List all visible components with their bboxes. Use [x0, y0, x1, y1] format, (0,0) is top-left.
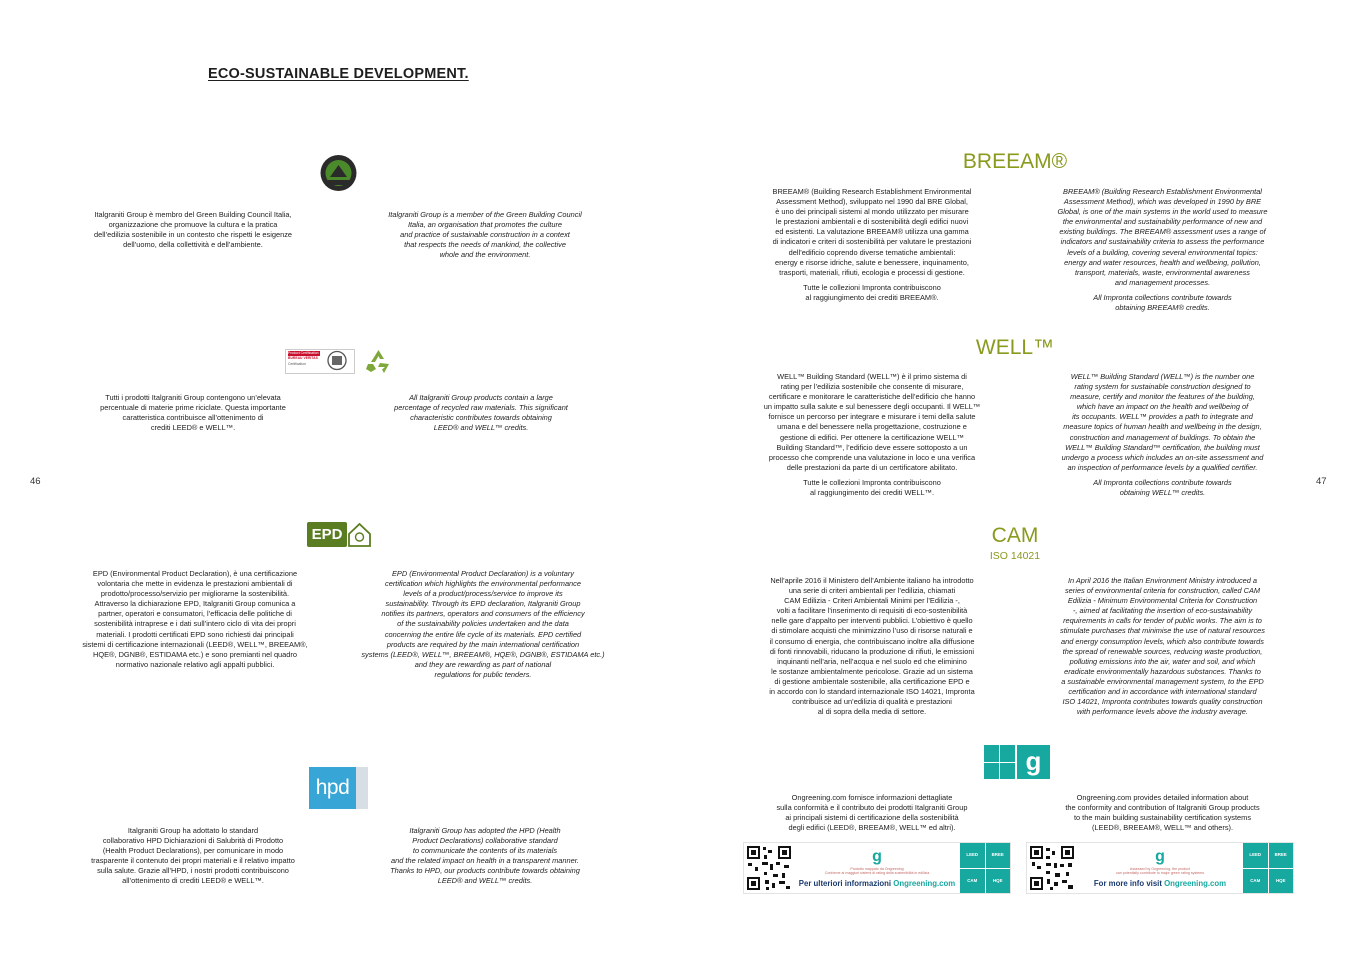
- tile-leed: LEED: [1243, 843, 1268, 868]
- text-line: WELL™ Building Standard (WELL™) è il primo sistema di: [777, 372, 967, 381]
- text-line: levels of a product/process/service to improve its: [403, 589, 563, 599]
- text-line: Edilizia - Minimum Environmental Criteria for Construction: [1067, 596, 1258, 606]
- text-line: and energy consumption levels, which also contribute towards: [1061, 636, 1264, 646]
- text-line: energy and water resources, health and wellbeing, pollution,: [1064, 257, 1261, 267]
- text-line: partner, operatori e consumatori, l’efficacia delle politiche di: [98, 609, 292, 619]
- text-line: umana e del benessere nella progettazione, costruzione e: [777, 422, 967, 432]
- text-line: CAM Edilizia - Criteri Ambientali Minimi per l’Edilizia -,: [784, 596, 960, 606]
- text-line: LEED® and WELL™ credits.: [433, 423, 529, 433]
- text-line: which have an impact on the health and wellbeing of: [1076, 402, 1249, 412]
- tile-breeam: BREE: [1269, 843, 1294, 868]
- banner-cta-link[interactable]: Ongreening.com: [1164, 878, 1227, 888]
- text-line: In April 2016 the Italian Environment Ministry introduced a: [1067, 576, 1258, 585]
- text-line: the environmental and sustainability performance of new and: [1062, 217, 1263, 227]
- gbc-text-en: [360, 210, 610, 260]
- banner-content: [794, 843, 960, 893]
- text-line: dell’edificio coprendo diverse tematiche ambientali:: [788, 247, 956, 257]
- text-line: characteristic contributes towards obtaining: [410, 413, 552, 423]
- banner-small-text: Conforme ai maggiori sistemi di rating della sostenibilità in edilizia: [824, 871, 930, 875]
- text-line: obtaining BREEAM® credits.: [1115, 303, 1210, 313]
- text-line: di fonti rinnovabili, riducano la produzione di rifiuti, le emissioni: [769, 646, 975, 656]
- text-line: measure topics of human health and wellbeing in the design,: [1063, 422, 1262, 432]
- text-line: rating system for sustainable construction designed to: [1074, 382, 1251, 392]
- logo-text: Product Certification: [288, 351, 319, 355]
- tile-hqe: HQE: [1269, 869, 1294, 894]
- text-line: al raggiungimento dei crediti BREEAM®.: [805, 292, 939, 302]
- text-line: WELL™ Building Standard™ certification, the building must: [1065, 442, 1260, 452]
- text-line: Global, is one of the main systems in the world used to measure: [1057, 207, 1268, 217]
- breeam-heading: BREEAM®: [962, 150, 1068, 173]
- text-line: the conformity and contribution of Italgraniti Group products: [1065, 803, 1260, 813]
- text-line: regulations for public tenders.: [434, 669, 532, 679]
- text-line: normativo nazionale relativo agli appalti pubblici.: [115, 659, 275, 669]
- text-line: Assessment Method), sviluppato nel 1990 dal BRE Global,: [776, 197, 968, 207]
- text-line: fornisce un percorso per integrare e misurare i temi della salute: [768, 412, 976, 422]
- banner-small-text: can potentially contribute to major green rating systems: [1115, 871, 1205, 875]
- text-line: concerning the entire life cycle of its materials. EPD certified: [384, 629, 582, 639]
- text-line: un impatto sulla salute e sul benessere degli occupanti. Il WELL™: [763, 402, 981, 412]
- text-line: obtaining WELL™ credits.: [1119, 488, 1206, 498]
- text-line: Tutte le collezioni Impronta contribuiscono: [803, 282, 941, 292]
- text-line: dell’edilizia sostenibile in un contesto che rispetti le esigenze: [93, 230, 293, 240]
- text-line: materiali. I prodotti certificati EPD sono richiesti dai principali: [96, 629, 294, 639]
- text-line: ed esistenti. La valutazione BREEAM® utilizza una gamma: [775, 227, 969, 237]
- banner-cta-link[interactable]: Ongreening.com: [893, 878, 956, 888]
- text-line: indicators and sustainability criteria to assess the performance: [1060, 237, 1265, 247]
- ongreening-banner-it: [743, 842, 1011, 894]
- text-line: All Italgraniti Group products contain a large: [409, 393, 553, 402]
- epd-house-icon: [346, 521, 373, 548]
- hpd-logo-bar: [356, 767, 368, 809]
- ongreening-text-en: [1030, 793, 1295, 833]
- text-line: di indicatori e criteri di sostenibilità per valutare le prestazioni: [772, 237, 972, 247]
- text-line: rating per l’edilizia sostenibile che consente di misurare,: [780, 382, 964, 392]
- text-line: Building Standard™, l’edificio deve essere sottoposto a un: [776, 442, 968, 452]
- tile-breeam: BREE: [986, 843, 1011, 868]
- text-line: volti a facilitare l’inserimento di requisiti di eco-sostenibilità: [776, 606, 968, 616]
- text-line: whole and the environment.: [439, 250, 531, 260]
- text-line: systems (LEED®, WELL™, BREEAM®, HQE®, DGNB®, ESTIDAMA etc.): [361, 649, 605, 659]
- recycled-text-en: [356, 393, 606, 433]
- text-line: -, aimed at facilitating the insertion of eco-sustainability: [1072, 606, 1253, 616]
- text-line: il consumo di energia, che contribuiscano inoltre alla diffusione: [769, 636, 975, 646]
- ongreening-banner-en: [1026, 842, 1294, 894]
- text-line: degli edifici (LEED®, BREEAM®, WELL™ ed altri).: [788, 823, 956, 833]
- logo-text: BUREAU VERITAS: [288, 356, 318, 361]
- text-line: sulla conformità e il contributo dei prodotti Italgraniti Group: [776, 803, 968, 813]
- text-line: eradicate environmentally hazardous substances. Thanks to: [1064, 666, 1261, 676]
- text-line: Product Declarations) collaborative standard: [412, 836, 558, 846]
- text-line: notifies its partners, operators and consumers of the efficiency: [381, 609, 585, 619]
- text-line: transport, materials, waste, environmental awareness: [1075, 267, 1250, 277]
- text-line: dell’uomo, della collettività e dell’ambiente.: [123, 240, 263, 250]
- text-line: Ongreening.com fornisce informazioni dettagliate: [791, 793, 953, 802]
- text-line: Tutte le collezioni Impronta contribuiscono: [803, 477, 941, 487]
- epd-text-en: [348, 569, 618, 680]
- text-line: and management processes.: [1114, 277, 1211, 287]
- text-line: Tutti i prodotti Italgraniti Group contengono un’elevata: [105, 393, 281, 402]
- text-line: caratteristica contribuisce all’ottenimento di: [122, 413, 264, 423]
- text-line: certificare e monitorare le caratteristiche dell’edificio che hanno: [768, 392, 976, 402]
- cam-subheading: ISO 14021: [989, 550, 1041, 562]
- text-line: its occupants. WELL™ provides a path to integrate and: [1072, 412, 1253, 422]
- rating-tiles: [1243, 843, 1293, 893]
- page-number-right: 47: [1316, 476, 1327, 487]
- text-line: processo che comprende una valutazione in loco e una verifica: [768, 452, 976, 462]
- text-line: energy e risorse idriche, salute e benessere, inquinamento,: [775, 257, 969, 267]
- text-line: stimulate purchases that minimise the use of natural resources: [1060, 626, 1265, 636]
- text-line: volontaria che mette in evidenza le prestazioni ambientali di: [97, 579, 293, 589]
- hpd-logo: hpd: [309, 767, 356, 809]
- recycled-text-it: [68, 393, 318, 433]
- text-line: requirements in calls for tender of public works. The aim is to: [1063, 616, 1262, 626]
- text-line: Attraverso la dichiarazione EPD, Italgraniti Group comunica a: [94, 599, 296, 609]
- text-line: measure, certify and monitor the features of the building,: [1070, 392, 1255, 402]
- text-line: trasporti, materiali, rifiuti, ecologia e processi di gestione.: [779, 267, 965, 277]
- text-line: di gestione ambientale sostenibile, alla certificazione EPD e: [774, 676, 970, 686]
- breeam-text-it: [742, 187, 1002, 303]
- well-text-en: [1030, 372, 1295, 498]
- text-line: ISO 14021, Impronta contributes towards quality construction: [1062, 697, 1263, 707]
- text-line: levels of a building, covering several environmental topics:: [1067, 247, 1258, 257]
- text-line: to the main building sustainability certification systems: [1073, 813, 1252, 823]
- ongreening-text-it: [742, 793, 1002, 833]
- text-line: to communicate the contents of its materials: [412, 846, 558, 856]
- text-line: undergo a process which includes an on-site assessment and: [1061, 452, 1264, 462]
- text-line: prodotto/processo/servizio per migliorarne la sostenibilità.: [100, 589, 290, 599]
- tile-cam: CAM: [1243, 869, 1268, 894]
- epd-logo: EPD: [307, 522, 347, 547]
- text-line: al di sopra della media di settore.: [817, 707, 927, 717]
- hpd-text-it: [58, 826, 328, 887]
- text-line: Thanks to HPD, our products contribute towards obtaining: [390, 866, 580, 876]
- text-line: BREEAM® (Building Research Establishment Environmental: [772, 187, 972, 196]
- text-line: Nell’aprile 2016 il Ministero dell’Ambiente italiano ha introdotto: [770, 576, 974, 585]
- text-line: Italgraniti Group ha adottato lo standard: [127, 826, 259, 835]
- text-line: and they are rewarding as part of national: [414, 659, 552, 669]
- text-line: with performance levels above the industry average.: [1077, 707, 1248, 717]
- text-line: BREEAM® (Building Research Establishment Environmental: [1063, 187, 1262, 196]
- text-line: delle prestazioni da parte di un certificatore abilitato.: [786, 462, 958, 472]
- banner-cta-text: Per ulteriori informazioni: [798, 878, 892, 888]
- text-line: crediti LEED® e WELL™.: [150, 423, 236, 433]
- well-heading: WELL™: [975, 336, 1055, 359]
- text-line: Assessment Method), which was developed in 1990 by BRE: [1063, 197, 1262, 207]
- banner-small-text: Assessed by Ongreening, the product: [1129, 866, 1191, 871]
- text-line: in accordo con lo standard internazionale ISO 14021, Impronta: [769, 687, 975, 697]
- cam-text-it: [742, 576, 1002, 717]
- banner-cta-text: For more info visit: [1093, 878, 1162, 888]
- tile-hqe: HQE: [986, 869, 1011, 894]
- banner-cta: [799, 879, 955, 888]
- text-line: All Impronta collections contribute towards: [1093, 292, 1232, 302]
- text-line: ai principali sistemi di certificazione della sostenibilità: [785, 813, 959, 823]
- text-line: nelle gare d’appalto per interventi pubblici. L’obiettivo è quello: [771, 616, 973, 626]
- ongreening-g-icon: g: [1017, 745, 1050, 779]
- text-line: the spread of renewable sources, reducing waste production,: [1062, 646, 1263, 656]
- text-line: al raggiungimento dei crediti WELL™.: [809, 488, 935, 498]
- text-line: EPD (Environmental Product Declaration) is a voluntary: [392, 569, 574, 578]
- text-line: products are required by the main international certification: [386, 639, 580, 649]
- recycle-icon: [364, 348, 393, 375]
- text-line: polluting emissions into the air, water and soil, and which: [1069, 656, 1256, 666]
- ongreening-g-icon: g: [1155, 847, 1165, 865]
- text-line: Italgraniti Group has adopted the HPD (Health: [409, 826, 561, 835]
- epd-text-it: [60, 569, 330, 670]
- qr-code-icon: [1029, 845, 1075, 891]
- text-line: percentuale di materie prime riciclate. Questa importante: [100, 403, 286, 413]
- ongreening-g-icon: g: [872, 847, 882, 865]
- text-line: and practice of sustainable construction in a context: [400, 230, 570, 240]
- cam-text-en: [1030, 576, 1295, 717]
- banner-cta: [1094, 879, 1226, 888]
- text-line: LEED® and WELL™ credits.: [437, 876, 533, 886]
- page-number-left: 46: [30, 476, 41, 487]
- text-line: sulla salute. Grazie all’HPD, i nostri prodotti contribuiscono: [97, 866, 289, 876]
- tile-leed: LEED: [960, 843, 985, 868]
- text-line: construction and management of buildings. To obtain the: [1069, 432, 1256, 442]
- text-line: organizzazione che promuove la cultura e la pratica: [108, 220, 278, 230]
- text-line: Italgraniti Group è membro del Green Building Council Italia,: [94, 210, 292, 219]
- hpd-text-en: [350, 826, 620, 887]
- text-line: sostenibilità intraprese e i dati sull’intero ciclo di vita dei propri: [94, 619, 296, 629]
- rating-tiles: [960, 843, 1010, 893]
- ongreening-logo: [984, 745, 1050, 779]
- text-line: percentage of recycled raw materials. This significant: [394, 403, 568, 413]
- text-line: Italia, an organisation that promotes the culture: [407, 220, 563, 230]
- text-line: (Health Product Declarations), per comunicare in modo: [102, 846, 284, 856]
- text-line: Italgraniti Group is a member of the Green Building Council: [388, 210, 582, 219]
- text-line: inquinanti nell’aria, nell’acqua e nel suolo ed che eliminino: [777, 656, 967, 666]
- text-line: a sustainable environmental management system, to the EPD: [1061, 676, 1264, 686]
- ongreening-tiles-icon: [984, 745, 1015, 779]
- text-line: and the related impact on health in a transparent manner.: [391, 856, 579, 866]
- banner-small-text: Prodotto mappato da Ongreening: [850, 866, 904, 871]
- well-text-it: [742, 372, 1002, 498]
- text-line: (LEED®, BREEAM®, WELL™ and others).: [1091, 823, 1234, 833]
- text-line: series of environmental criteria for construction, called CAM: [1064, 586, 1261, 596]
- text-line: le prestazioni ambientali e di sostenibilità degli edifici nuovi: [775, 217, 969, 227]
- text-line: an inspection of performance levels by a qualified certifier.: [1067, 462, 1258, 472]
- bureau-veritas-seal-icon: [322, 350, 352, 371]
- text-line: All Impronta collections contribute towards: [1093, 477, 1232, 487]
- text-line: certification which highlights the environmental performance: [385, 579, 581, 589]
- text-line: existing buildings. The BREEAM® assessment uses a range of: [1059, 227, 1266, 237]
- tile-cam: CAM: [960, 869, 985, 894]
- page-title: ECO-SUSTAINABLE DEVELOPMENT.: [208, 66, 469, 82]
- text-line: certification and in accordance with international standard: [1068, 687, 1257, 697]
- text-line: EPD (Environmental Product Declaration), è una certificazione: [92, 569, 298, 578]
- text-line: of the sustainability policies undertaken and the data: [397, 619, 569, 629]
- text-line: trasparente il contenuto dei propri materiali e il relativo impatto: [91, 856, 295, 866]
- text-line: Ongreening.com provides detailed information about: [1076, 793, 1249, 802]
- cam-heading: CAM: [991, 524, 1039, 547]
- text-line: collaborativo HPD Dichiarazioni di Salubrità di Prodotto: [102, 836, 284, 846]
- gbc-text-it: [68, 210, 318, 250]
- text-line: all’ottenimento di crediti LEED® e WELL™.: [122, 876, 264, 886]
- bureau-veritas-logo: [285, 349, 355, 374]
- text-line: that respects the needs of mankind, the collective: [404, 240, 566, 250]
- text-line: le sostanze ambientalmente pericolose. Grazie ad un sistema: [771, 666, 973, 676]
- text-line: WELL™ Building Standard (WELL™) is the number one: [1070, 372, 1255, 381]
- qr-code-icon: [746, 845, 792, 891]
- breeam-text-en: [1030, 187, 1295, 313]
- text-line: di stimolare acquisti che minimizzino l’uso di risorse naturali e: [771, 626, 973, 636]
- text-line: HQE®, DGNB®, ESTIDAMA etc.) e sono premianti nel quadro: [93, 649, 297, 659]
- text-line: una serie di criteri ambientali per l’edilizia, chiamati: [788, 586, 956, 596]
- gbc-italia-logo: [317, 154, 360, 194]
- logo-text: Certification: [288, 361, 306, 366]
- text-line: è uno dei principali sistemi al mondo utilizzato per misurare: [775, 207, 969, 217]
- text-line: sistemi di certificazione internazionali (LEED®, WELL™, BREEAM®,: [82, 639, 308, 649]
- banner-content: [1077, 843, 1243, 893]
- text-line: sustainability. Through its EPD declaration, Italgraniti Group: [385, 599, 581, 609]
- text-line: contribuisce ad un’edilizia di qualità e prestazioni: [792, 697, 952, 707]
- text-line: gestione di edifici. Per ottenere la certificazione WELL™: [779, 432, 965, 442]
